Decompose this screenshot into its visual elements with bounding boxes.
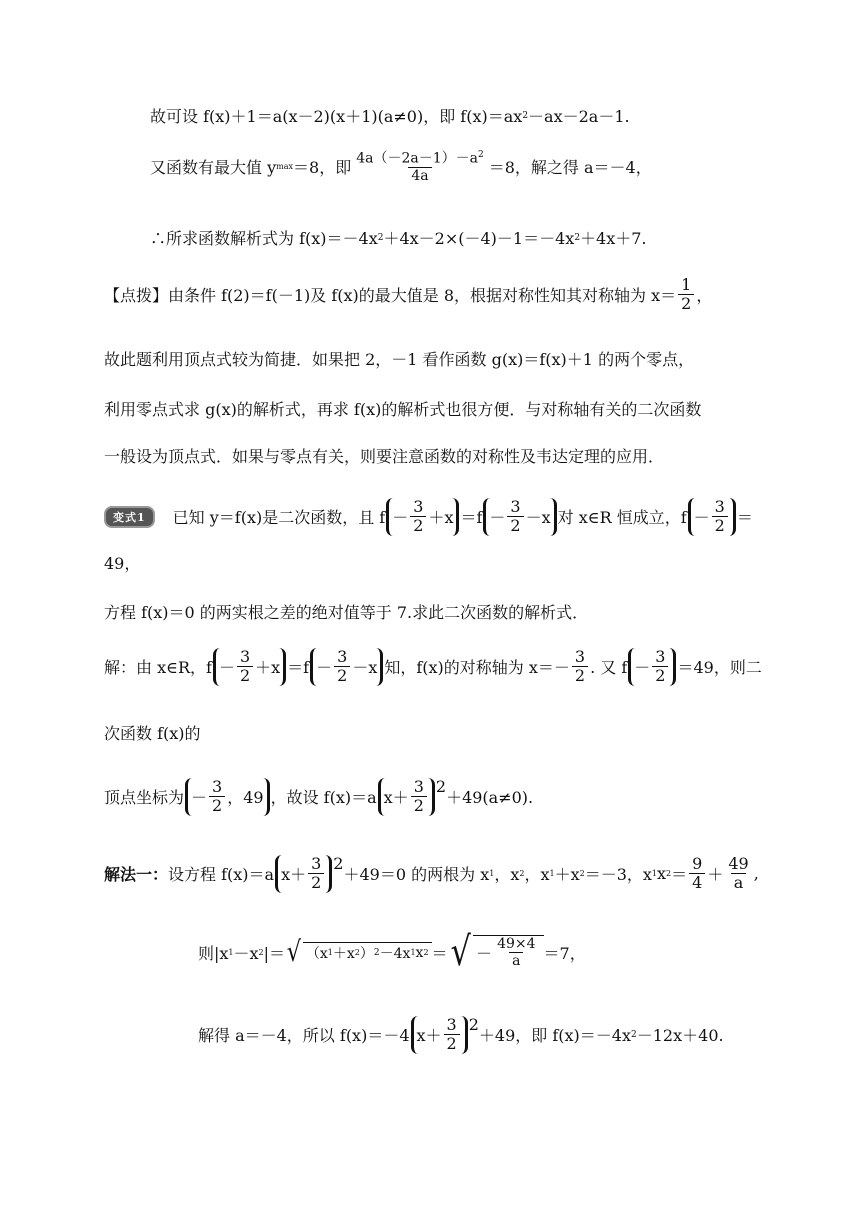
subscript: 2 [423,948,429,957]
answer-line-3 [104,778,533,816]
text: －12x＋40. [636,1026,724,1046]
fraction [411,778,427,816]
numerator: 49 [728,854,749,873]
radical-sign-icon: √ [450,929,471,975]
paren-group [275,855,332,893]
exponent: 2 [435,777,447,797]
text: 【点拨】由条件 f(2)＝f(－1)及 f(x)的最大值是 8，根据对称性知其对称轴为 x＝ [104,286,677,306]
text: ＋ [707,865,724,885]
solution-line-1 [150,104,630,127]
text: －x [525,508,551,528]
subscript: 1 [549,869,555,879]
text: ，x [494,865,520,885]
denominator: 2 [237,666,253,685]
subscript: 2 [258,947,264,957]
numerator: 3 [574,647,586,666]
exponent: 2 [631,1029,637,1040]
denominator: a [509,952,523,969]
text: 对 x∈R 恒成立，f [557,508,687,528]
variant-problem-line-3 [104,600,588,623]
text: ＋x [332,945,355,962]
fraction [712,498,728,536]
text: ＋49＝0 的两根为 x [343,865,490,885]
solution-line-2 [150,150,652,184]
fraction [237,648,253,686]
fraction [725,855,751,893]
paren-group [386,498,459,536]
numerator: 3 [337,647,348,666]
text: ，49 [227,788,264,808]
minus-sign: － [218,658,235,678]
text: 49， [104,554,141,573]
text: ，x [524,865,550,885]
denominator: 2 [308,873,324,892]
numerator: 3 [311,854,322,873]
subscript: 1 [489,869,495,879]
text: －x [352,658,378,678]
paren-group [483,498,556,536]
denominator: 4 [689,873,705,892]
text: 一般设为顶点式．如果与零点有关，则要注意函数的对称性及韦达定理的应用． [104,447,665,466]
square-root [448,929,544,975]
radical-sign-icon: √ [286,935,302,968]
text: （x [305,945,328,962]
minus-sign: － [392,508,409,528]
method-one-line-3 [198,1016,724,1054]
paren-group [688,498,736,536]
denominator: 2 [712,516,728,535]
numerator: 3 [714,497,725,516]
paren-group [378,778,435,816]
denominator: 2 [572,666,588,685]
hint-line [104,276,712,314]
exponent: 2 [333,854,344,874]
minus-sign: － [476,944,493,963]
text: 利用零点式求 g(x)的解析式，再求 f(x)的解析式也很方便．与对称轴有关的二次函数 [104,400,702,419]
text: ＝8，解之得 a＝－4， [488,158,652,178]
text: 解：由 x∈R，f [104,658,212,678]
text: 解得 a＝－4，所以 f(x)＝－4 [198,1026,410,1046]
paren-group [213,648,286,686]
exponent: 2 [522,110,529,121]
numerator: 3 [510,497,521,516]
subscript: 2 [579,869,585,879]
text: . 又 f [590,658,628,678]
answer-line-1 [104,648,762,686]
hint-line-2 [104,347,694,370]
text: ） [359,945,374,962]
text: 知，f(x)的对称轴为 x＝－ [384,658,570,678]
square-root [285,935,431,968]
text: －4x [379,945,411,962]
text: ， [696,286,713,306]
paren-group [185,778,270,816]
exponent: 2 [377,232,384,243]
fraction [507,498,523,536]
numerator: 3 [446,1015,457,1034]
text: ＋49(a≠0). [446,788,534,808]
text: , [753,864,759,884]
text: ＝ [736,508,753,528]
paren-group [411,1016,468,1054]
fraction [689,855,705,893]
fraction [444,1016,460,1054]
text: －ax－2a－1. [528,107,630,126]
solution-line-3 [150,226,647,249]
numerator: 1 [681,275,692,294]
text: |＝ [263,943,286,963]
text: ＝ [671,865,688,885]
variant-badge: 变式1 [104,506,155,528]
minus-sign: － [693,508,710,528]
text: 故可设 f(x)＋1＝a(x－2)(x＋1)(a≠0)，即 f(x)＝ax [150,107,523,126]
numerator: 4a（－2a－1）－a [356,150,478,167]
text: x [657,864,667,884]
minus-sign: － [191,788,208,808]
text: 设方程 f(x)＝a [168,865,275,885]
text: ＝49，则二 [677,658,762,678]
numerator: 3 [413,777,424,796]
denominator: 2 [334,666,350,685]
subscript: 1 [327,948,333,957]
fraction [652,648,668,686]
minus-sign: － [634,658,651,678]
method-one-line-1 [104,855,759,893]
text: ＋x [554,865,580,885]
text: ＋x [255,658,281,678]
numerator: 3 [413,497,424,516]
denominator: 2 [652,666,668,685]
text: ＝ [431,943,448,963]
text: ＝f [287,658,310,678]
fraction [334,648,350,686]
denominator: a [731,873,747,892]
text: 次函数 f(x)的 [104,724,201,743]
variant-problem-line [104,498,753,536]
text: ＝f [460,508,483,528]
paren-group [628,648,676,686]
text: ＋4x－2×(－4)－1＝－4x [383,229,575,248]
text: x [415,944,424,961]
text: ＋x [428,508,454,528]
text: x＋ [416,1026,442,1046]
text: 又函数有最大值 y [150,158,277,178]
fraction [353,150,487,184]
exponent: 2 [468,1015,479,1035]
variant-problem-line-2 [104,551,140,574]
text: ＝－3，x [584,865,652,885]
text: x＋ [281,865,307,885]
subscript: 1 [228,947,234,957]
text: 则|x [198,943,229,963]
numerator: 9 [692,854,703,873]
subscript: 1 [410,948,416,957]
denominator: 2 [507,516,523,535]
numerator: 3 [655,647,666,666]
method-one-line-2 [198,929,586,975]
subscript: 2 [519,869,525,879]
numerator: 3 [212,777,223,796]
paren-group [310,648,383,686]
hint-line-3 [104,397,701,420]
denominator: 2 [411,796,427,815]
minus-sign: － [489,508,506,528]
fraction [572,648,588,686]
denominator: 2 [444,1034,460,1053]
text: －x [233,943,259,963]
denominator: 2 [410,516,426,535]
text: ＋4x＋7. [580,229,647,248]
subscript: max [276,162,294,172]
fraction [410,498,426,536]
denominator: 2 [678,294,694,313]
subscript: 1 [651,869,658,879]
denominator: 4a [408,167,431,184]
text: ＝7， [543,943,586,963]
hint-line-4 [104,444,664,467]
text: ∴所求函数解析式为 f(x)＝－4x [150,229,378,248]
exponent: 2 [574,232,581,243]
exponent: 2 [373,947,380,958]
text: 顶点坐标为 [104,788,185,808]
text: 方程 f(x)＝0 的两实根之差的绝对值等于 7.求此二次函数的解析式． [104,603,589,622]
text: ，故设 f(x)＝a [270,788,377,808]
minus-sign: － [316,658,333,678]
fraction [308,855,324,893]
numerator: 49×4 [497,935,536,952]
text: ＝8，即 [293,158,352,178]
subscript: 2 [666,869,672,879]
method-label: 解法一： [104,865,169,885]
text: 故此题利用顶点式较为简捷．如果把 2，－1 看作函数 g(x)＝f(x)＋1 的两个零点， [104,350,695,369]
exponent: 2 [477,150,484,160]
text: 已知 y＝f(x)是二次函数，且 f [172,508,386,528]
fraction [494,936,538,969]
subscript: 2 [354,948,360,957]
text: ＋49，即 f(x)＝－4x [478,1026,632,1046]
fraction [678,276,694,314]
denominator: 2 [209,796,225,815]
numerator: 3 [239,647,251,666]
fraction [209,778,225,816]
answer-line-2 [104,721,201,744]
text: x＋ [383,788,409,808]
